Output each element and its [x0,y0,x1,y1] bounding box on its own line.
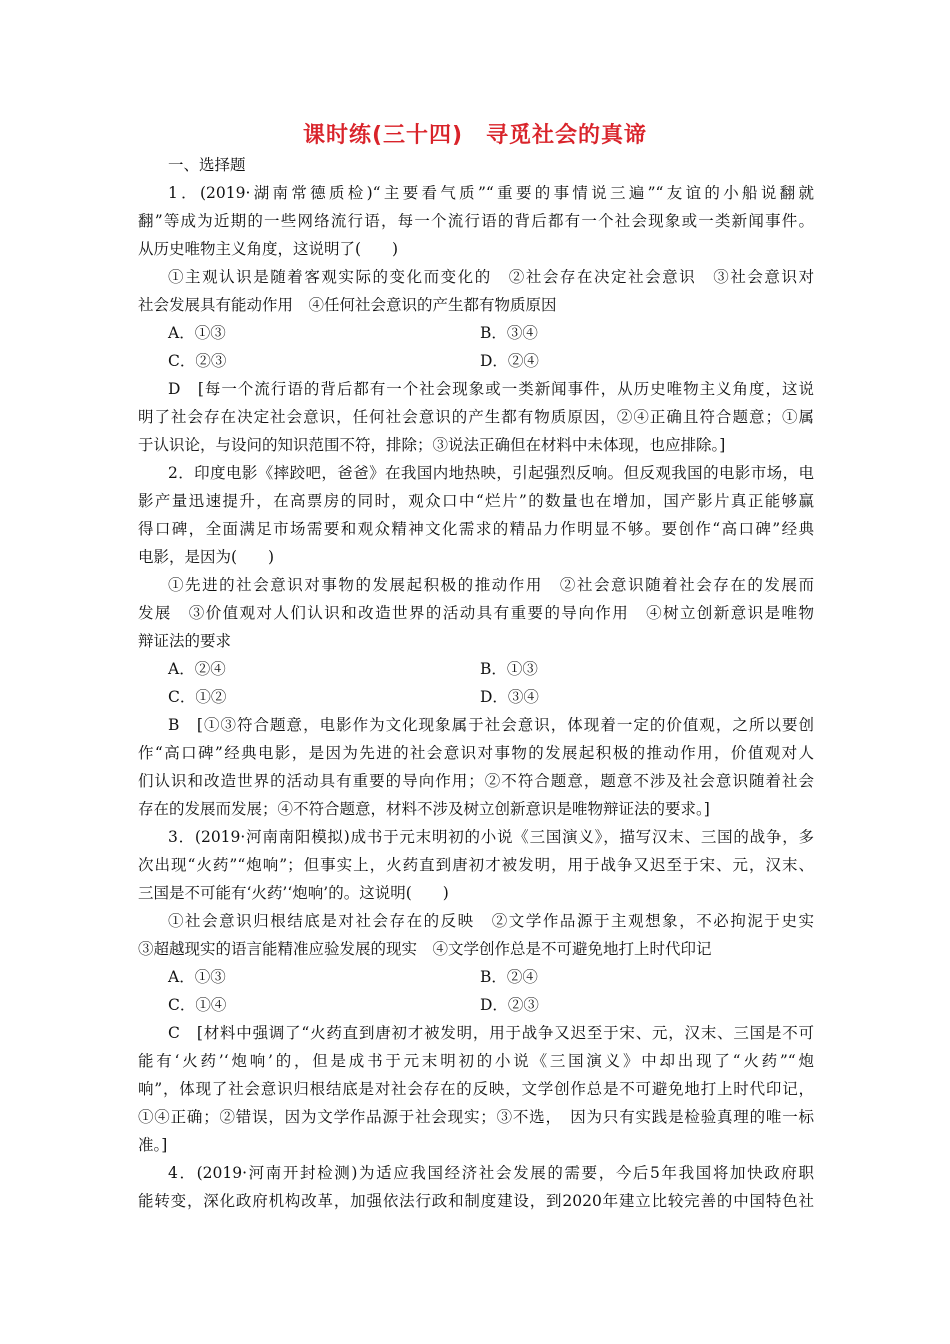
q2-stem-line: 2．印度电影《摔跤吧，爸爸》在我国内地热映，引起强烈反响。但反观我国的电影市场，电 [168,464,814,482]
q2-answer-line: 们认识和改造世界的活动具有重要的导向作用；②不符合题意，题意不涉及社会意识随着社会 [138,772,814,790]
q3-option-d: D．②③ [480,996,539,1014]
q2-option-a: A．②④ [168,660,226,678]
q1-stem-line: 翻”等成为近期的一些网络流行语，每一个流行语的背后都有一个社会现象或一类新闻事件。 [138,212,814,230]
section-heading: 一、选择题 [168,156,246,174]
q2-stem-line: 电影，是因为( ) [138,548,275,566]
q1-stem-line: 1．(2019·湖南常德质检)“主要看气质”“重要的事情说三遍”“友谊的小船说翻就 [168,184,814,202]
q2-stem-line: 影产量迅速提升，在高票房的同时，观众口中“烂片”的数量也在增加，国产影片真正能够赢 [138,492,814,510]
q2-stem-line: 得口碑，全面满足市场需要和观众精神文化需求的精品力作明显不够。要创作“高口碑”经典 [138,520,814,538]
q3-option-a: A．①③ [168,968,226,986]
q3-item-line: ③超越现实的语言能精准应验发展的现实 ④文学创作总是不可避免地打上时代印记 [138,940,712,958]
q4-stem-line: 4．(2019·河南开封检测)为适应我国经济社会发展的需要，今后5年我国将加快政府职 [168,1164,814,1182]
q3-answer-line: 准。] [138,1136,168,1154]
q3-option-b: B．②④ [480,968,538,986]
q4-stem-line: 能转变，深化政府机构改革，加强依法行政和制度建设，到2020年建立比较完善的中国特色社 [138,1192,814,1210]
q3-answer-line: ①④正确；②错误，因为文学作品源于社会现实；③不选， 因为只有实践是检验真理的唯一标 [138,1108,814,1126]
q2-item-line: ①先进的社会意识对事物的发展起积极的推动作用 ②社会意识随着社会存在的发展而 [168,576,814,594]
page-title: 课时练(三十四) 寻觅社会的真谛 [302,123,648,148]
q1-answer-line: 明了社会存在决定社会意识，任何社会意识的产生都有物质原因，②④正确且符合题意；①属 [138,408,814,426]
q2-option-d: D．③④ [480,688,539,706]
q2-option-c: C．①② [168,688,227,706]
q1-stem-line: 从历史唯物主义角度，这说明了( ) [138,240,399,258]
q3-answer-line: 响”，体现了社会意识归根结底是对社会存在的反映，文学创作总是不可避免地打上时代印记， [138,1080,814,1098]
q1-option-d: D．②④ [480,352,539,370]
q1-option-b: B．③④ [480,324,538,342]
q3-stem-line: 3．(2019·河南南阳模拟)成书于元末明初的小说《三国演义》，描写汉末、三国的战争，多 [168,828,814,846]
q2-answer-line: B [①③符合题意，电影作为文化现象属于社会意识，体现着一定的价值观，之所以要创 [168,716,814,734]
q1-option-a: A．①③ [168,324,226,342]
q1-item-line: 社会发展具有能动作用 ④任何社会意识的产生都有物质原因 [138,296,557,314]
q3-stem-line: 次出现“火药”“炮响”；但事实上，火药直到唐初才被发明，用于战争又迟至于宋、元，汉末、 [138,856,814,874]
q1-item-line: ①主观认识是随着客观实际的变化而变化的 ②社会存在决定社会意识 ③社会意识对 [168,268,814,286]
q2-option-b: B．①③ [480,660,538,678]
q3-option-c: C．①④ [168,996,227,1014]
q3-answer-line: 能有‘火药’‘炮响’的，但是成书于元末明初的小说《三国演义》中却出现了“火药”“炮 [138,1052,814,1070]
q1-answer-line: D [每一个流行语的背后都有一个社会现象或一类新闻事件，从历史唯物主义角度，这说 [168,380,814,398]
q1-answer-line: 于认识论，与设问的知识范围不符，排除；③说法正确但在材料中未体现，也应排除。] [138,436,726,454]
q3-answer-line: C [材料中强调了“火药直到唐初才被发明，用于战争又迟至于宋、元，汉末、三国是不可 [168,1024,814,1042]
q2-answer-line: 存在的发展而发展；④不符合题意，材料不涉及树立创新意识是唯物辩证法的要求。] [138,800,710,818]
q2-answer-line: 作“高口碑”经典电影，是因为先进的社会意识对事物的发展起积极的推动作用，价值观对人 [138,744,814,762]
q1-option-c: C．②③ [168,352,227,370]
q3-item-line: ①社会意识归根结底是对社会存在的反映 ②文学作品源于主观想象，不必拘泥于史实 [168,912,814,930]
q3-stem-line: 三国是不可能有‘火药’‘炮响’的。这说明( ) [138,884,449,902]
q2-item-line: 辩证法的要求 [138,632,232,650]
q2-item-line: 发展 ③价值观对人们认识和改造世界的活动具有重要的导向作用 ④树立创新意识是唯物 [138,604,814,622]
